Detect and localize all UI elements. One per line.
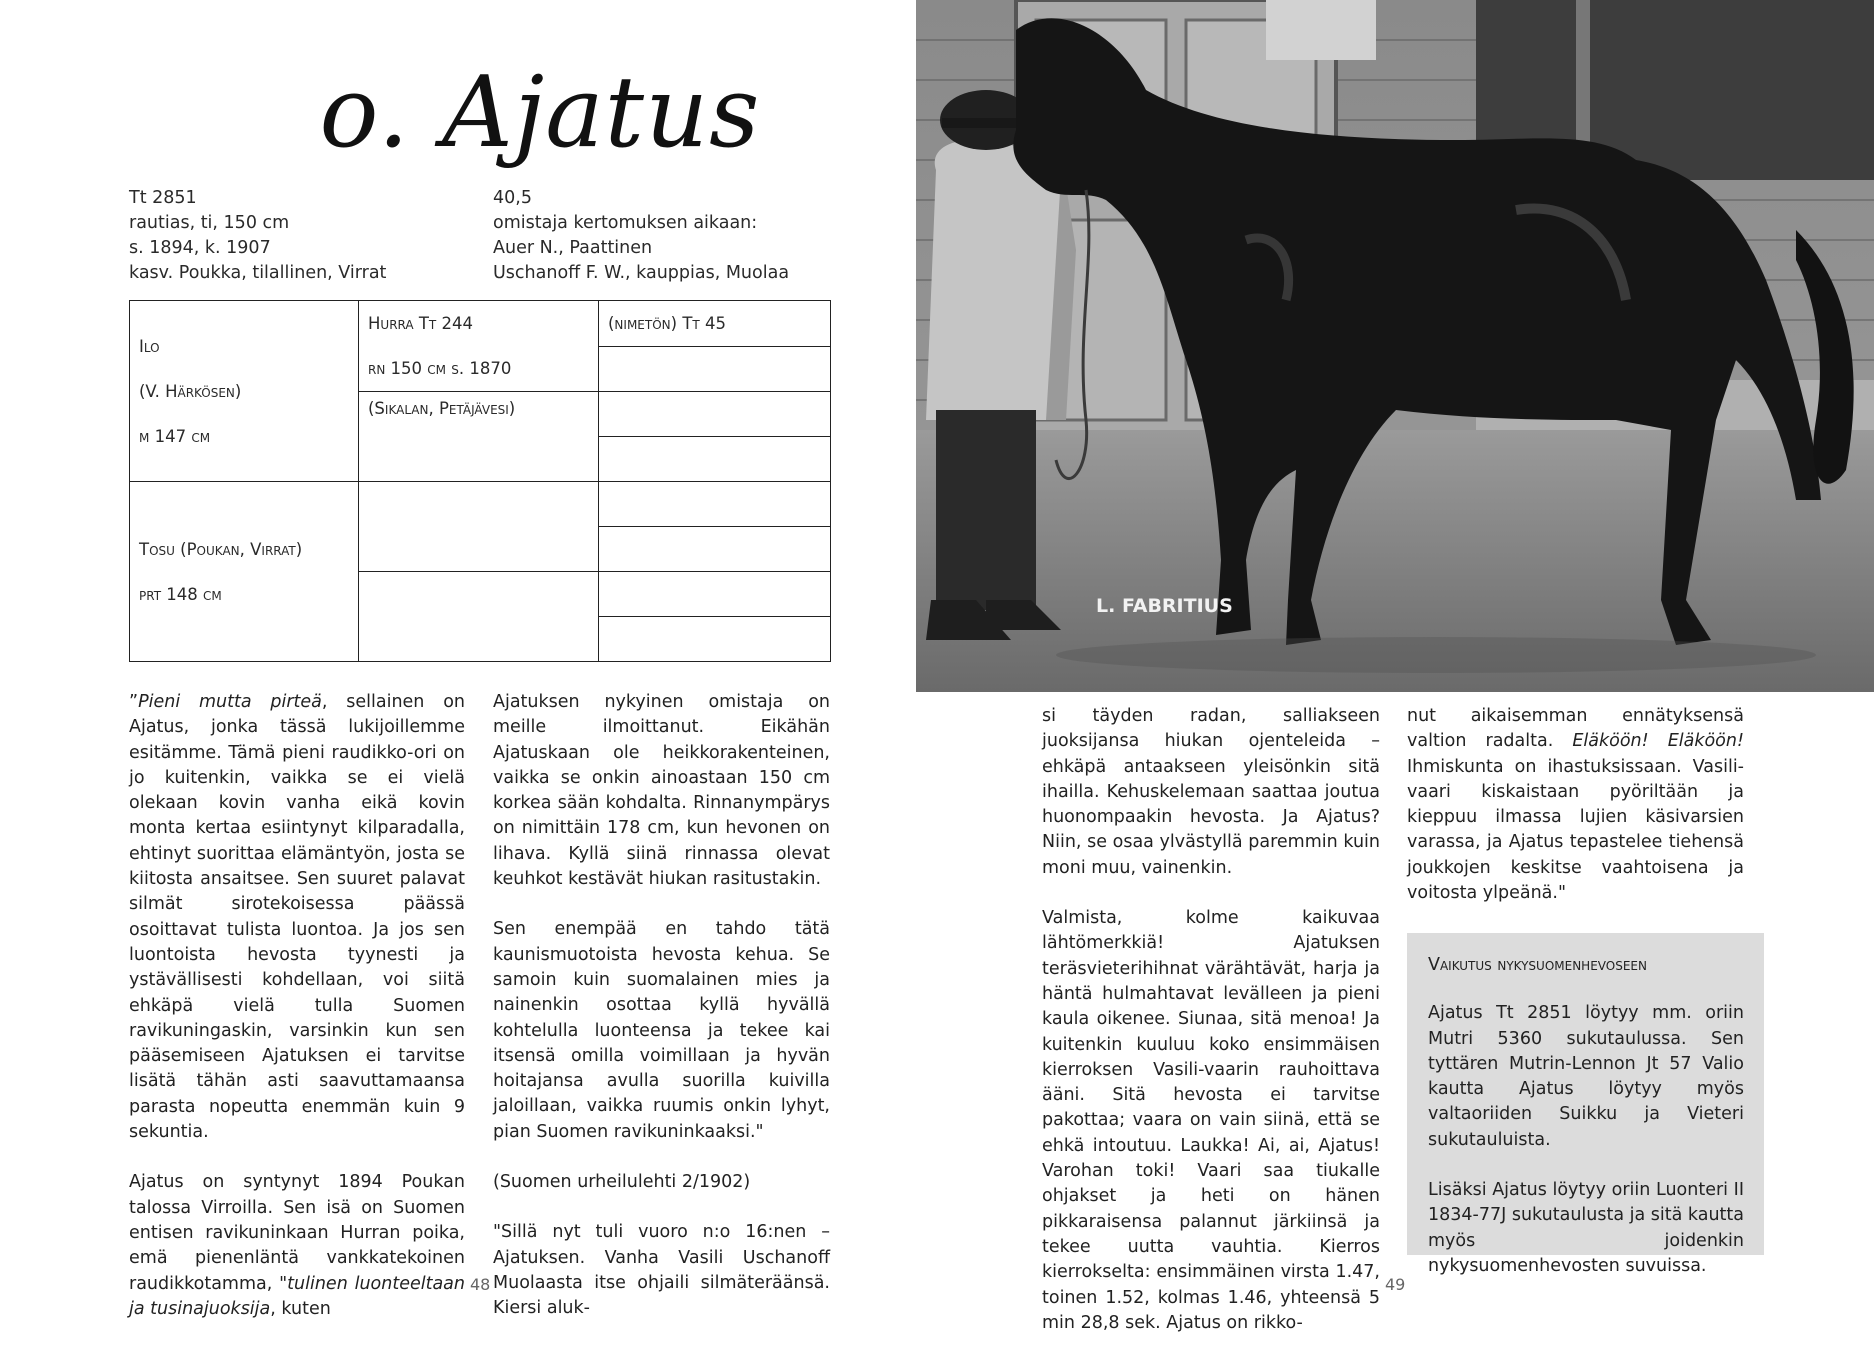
quote-italic: Eläköön! Eläköön! xyxy=(1572,731,1744,752)
info-line: 40,5 xyxy=(493,188,532,208)
paragraph xyxy=(129,1170,465,1322)
pedigree-dam xyxy=(130,482,359,662)
paragraph-text: Ihmiskunta on ihastuksissaan. Vasili-vaari kiskaistaan pyöriltään ja kieppuu ilmassa lujien käsivarsien varassa, ja Ajatus tepastelee tiehensä joukkojen keskitse vaahtoisena ja voitosta ylpeänä." xyxy=(1407,756,1744,904)
paragraph: Ajatuksen nykyinen omistaja on meille ilmoittanut. Eikähän Ajatuskaan ole heikkorakenteinen, vaikka se onkin ainoastaan 150 cm korkea sään kohdalta. Rinnanympärys on nimittäin 178 cm, kun hevonen on lihava. Kyllä siinä rinnassa olevat keuhkot kestävät hiukan rasitustakin. xyxy=(493,692,830,890)
sire-sire-name: Hurra Tt 244 xyxy=(368,314,473,333)
paragraph: si täyden radan, salliakseen juoksijansa hiukan ojenteleida – ehkäpä antaakseen yleisönkin sitä ihailla. Kehuskelemaan saattaa joutua huonompaakin hevosta. Ja Ajatus? Niin, se osaa ylvästyllä paremmin kuin moni muu, vainenkin. xyxy=(1042,706,1380,878)
dam-measure: prt 148 cm xyxy=(139,584,222,604)
quote-italic: "tulinen luonteeltaan ja tusinajuoksija xyxy=(129,1273,465,1319)
pedigree-empty-cell xyxy=(599,392,831,437)
info-line: s. 1894, k. 1907 xyxy=(129,238,271,258)
source-citation: (Suomen urheilulehti 2/1902) xyxy=(493,1172,751,1193)
info-line: omistaja kertomuksen aikaan: xyxy=(493,213,758,233)
info-line: Auer N., Paattinen xyxy=(493,238,653,258)
sidebox-heading: Vaikutus nykysuomenhevoseen xyxy=(1428,955,1647,975)
sidebox-paragraph: Lisäksi Ajatus löytyy oriin Luonteri II 1834-77J sukutaulusta ja sitä kautta myös joidenkin nykysuomenhevosten suvuissa. xyxy=(1428,1180,1744,1276)
text-column-3 xyxy=(1042,704,1380,1336)
horse-photo-illustration xyxy=(916,0,1874,692)
quote-italic: Pieni mutta pirteä xyxy=(138,692,322,712)
page-title: o. Ajatus xyxy=(319,56,761,170)
pedigree-empty-cell xyxy=(359,572,599,662)
paragraph-text: , kuten xyxy=(270,1298,331,1319)
horse-photo xyxy=(916,0,1874,692)
pedigree-empty-cell xyxy=(359,482,599,572)
pedigree-sire xyxy=(130,301,359,482)
pedigree-empty-cell xyxy=(599,346,831,392)
photo-caption: L. FABRITIUS xyxy=(1096,595,1233,617)
info-line: Uschanoff F. W., kauppias, Muolaa xyxy=(493,263,790,283)
paragraph: Sen enempää en tahdo tätä kaunismuotoista hevosta kehua. Se samoin kuin suomalainen mies ja nainenkin osottaa kyllä hyvällä kohtelulla luonteensa ja tekee kai itsensä omilla voimillaan ja hyvän hoitajansa avulla suorilla kuivilla jaloillaan, vaikka ruumis onkin lyhyt, pian Suomen ravikuninkaaksi." xyxy=(493,919,830,1142)
sire-measure: m 147 cm xyxy=(139,426,211,446)
paragraph: "Sillä nyt tuli vuoro n:o 16:nen – Ajatuksen. Vanha Vasili Uschanoff Muolaasta itse ohjaili silmäteräänsä. Kiersi aluk- xyxy=(493,1222,830,1319)
paragraph xyxy=(1407,704,1744,906)
sire-name: Ilo xyxy=(139,336,160,356)
pedigree-table xyxy=(129,300,831,662)
horse-info-left xyxy=(129,186,386,286)
pedigree-sire-sire-sire: (nimetön) Tt 45 xyxy=(599,301,831,347)
page-number-left: 48 xyxy=(470,1275,491,1294)
info-line: kasv. Poukka, tilallinen, Virrat xyxy=(129,263,387,283)
paragraph-text: , sellainen on Ajatus, jonka tässä lukijoillemme esitämme. Tämä pieni raudikko-ori on jo kuitenkin, vaikka se ei vielä olekaan kovin vanha eikä kovin monta kertaa esiintynyt kilparadalla, ehtinyt suorittaa elämäntyön, josta se kiitosta ansaitsee. Sen suuret palavat silmät sirotekoisessa päässä osoittavat tulista luontoa. Ja jos sen luontoista hevosta tyynesti ja ystävällisesti kohdellaan, voi siitä ehkäpä vielä tulla Suomen ravikuningaskin, varsinkin kun sen pääsemiseen Ajatuksen ei tarvitse lisätä tähän asti saavuttamaansa parasta nopeutta enemmän kuin 9 sekuntia. xyxy=(129,692,465,1143)
paragraph: Valmista, kolme kaikuvaa lähtömerkkiä! Ajatuksen teräsvieterihihnat värähtävät, harja ja häntä hulmahtavat levälleen ja pieni kaula oikenee. Siunaa, sitä menoa! Ja kuitenkin kuuluu koko ensimmäisen kierroksen Vasili-vaarin rauhoittava ääni. Sitä hevosta ei tarvitse pakottaa; vaara on vain siinä, että se ehkä intoutuu. Laukka! Ai, ai, Ajatus! Varohan toki! Vaari saa tiukalle ohjakset ja heti on hänen pikkaraisensa palannut järkiinsä ja tekee uutta vauhtia. Kierros kierrokselta: ensimmäinen virsta 1.47, toinen 1.52, kolmas 1.46, yhteensä 5 min 28,8 sek. Ajatus on rikko- xyxy=(1042,908,1380,1333)
dam-name: Tosu (Poukan, Virrat) xyxy=(139,539,303,559)
sire-sire-measure: rn 150 cm s. 1870 xyxy=(368,359,512,378)
page-number-right: 49 xyxy=(1385,1275,1406,1294)
text-column-4 xyxy=(1407,704,1744,957)
paragraph-text: Ajatus on syntynyt 1894 Poukan talossa Virroilla. Sen isä on Suomen entisen ravikuninkaan Hurran poika, emä pienenläntä vankkatekoinen raudikkotamma, xyxy=(129,1172,465,1294)
horse-info-right xyxy=(493,186,789,286)
pedigree-empty-cell xyxy=(599,437,831,482)
info-line: rautias, ti, 150 cm xyxy=(129,213,290,233)
sidebox-paragraph: Ajatus Tt 2851 löytyy mm. oriin Mutri 5360 sukutaulussa. Sen tyttären Mutrin-Lennon Jt 57 Valio kautta Ajatus löytyy myös valtaoriiden Suikku ja Vieteri sukutauluista. xyxy=(1428,1003,1744,1150)
pedigree-sire-dam: (Sikalan, Petäjävesi) xyxy=(359,392,599,482)
pedigree-empty-cell xyxy=(599,617,831,662)
pedigree-empty-cell xyxy=(599,527,831,572)
text-column-2 xyxy=(493,690,830,1322)
paragraph-text: nut aikaisemman ennätyksensä valtion radalta. xyxy=(1407,706,1744,752)
pedigree-empty-cell xyxy=(599,482,831,527)
info-sidebox xyxy=(1407,933,1764,1276)
pedigree-sire-sire xyxy=(359,301,599,392)
pedigree-empty-cell xyxy=(599,572,831,617)
paragraph: ”Pieni mutta pirteä, sellainen on Ajatus, jonka tässä lukijoillemme esitämme. Tämä pieni raudikko-ori on jo kuitenkin, vaikka se ei vielä olekaan kovin vanha eikä kovin monta kertaa esiintynyt kilparadalla, ehtinyt suorittaa elämäntyön, josta se kiitosta ansaitsee. Sen suuret palavat silmät sirotekoisessa päässä osoittavat tulista luontoa. Ja jos sen luontoista hevosta tyynesti ja ystävällisesti kohdellaan, voi siitä ehkäpä vielä tulla Suomen ravikuningaskin, varsinkin kun sen pääsemiseen Ajatuksen ei tarvitse lisätä tähän asti saavuttamaansa parasta nopeutta enemmän kuin 9 sekuntia. xyxy=(129,692,465,1143)
sire-owner: (V. Härkösen) xyxy=(139,381,242,401)
info-line: Tt 2851 xyxy=(129,188,197,208)
text-column-1 xyxy=(129,690,465,1322)
